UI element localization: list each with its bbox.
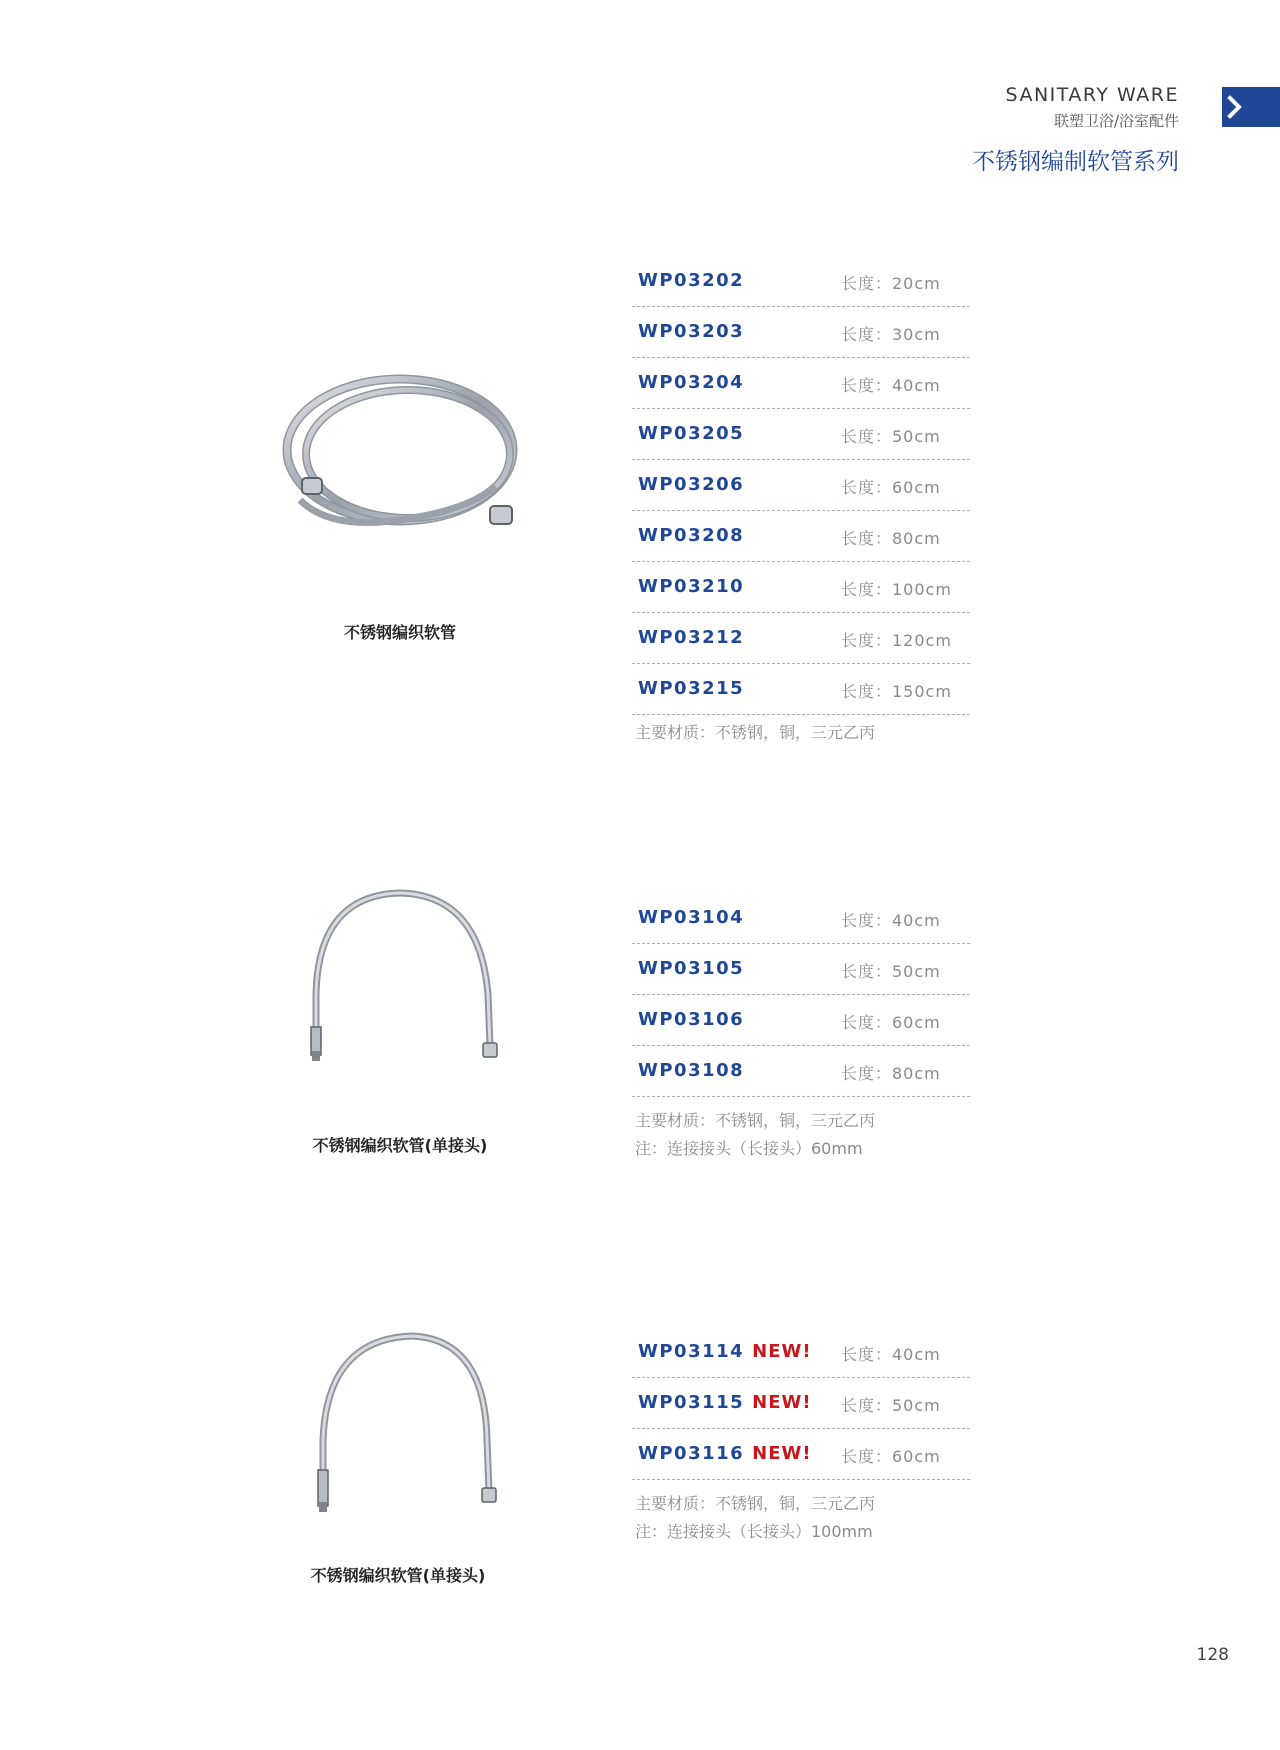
material-note: [635, 1107, 875, 1163]
material-text: 主要材质：不锈钢，铜，三元乙丙: [635, 1494, 876, 1513]
product-length: 长度：60cm: [841, 1013, 941, 1032]
header-title-en: SANITARY WARE: [1005, 84, 1179, 106]
table-row: [632, 1429, 970, 1480]
product-length: 长度：100cm: [841, 580, 952, 599]
product-length: 长度：80cm: [841, 529, 941, 548]
product-code: [638, 1341, 812, 1362]
table-row: [632, 511, 970, 562]
product-length: 长度：40cm: [841, 1345, 941, 1364]
table-row: [632, 613, 970, 664]
table-row: [632, 893, 970, 944]
connector-note: 注：连接接头（长接头）100mm: [635, 1522, 873, 1541]
product-code: [638, 1443, 812, 1464]
product-code: [638, 1392, 812, 1413]
table-row: [632, 409, 970, 460]
new-badge: NEW!: [752, 1443, 812, 1464]
product-code: WP03108: [638, 1060, 745, 1081]
page-number: 128: [1196, 1645, 1229, 1665]
product-length: 长度：20cm: [841, 274, 941, 293]
product-code: WP03208: [638, 525, 745, 546]
material-text: 主要材质：不锈钢，铜，三元乙丙: [635, 723, 876, 742]
product-length: 长度：40cm: [841, 376, 941, 395]
table-row: [632, 256, 970, 307]
table-row: [632, 562, 970, 613]
table-row: [632, 307, 970, 358]
series-title: 不锈钢编制软管系列: [972, 149, 1179, 175]
table-row: [632, 1378, 970, 1429]
next-page-tab[interactable]: [1222, 87, 1280, 127]
material-note: [635, 719, 875, 747]
new-badge: NEW!: [752, 1341, 812, 1362]
product-code-text: WP03115: [638, 1392, 745, 1413]
material-note: [635, 1490, 875, 1546]
product-caption: 不锈钢编织软管: [343, 623, 456, 642]
product-code: WP03203: [638, 321, 745, 342]
spec-list: [632, 256, 970, 715]
spec-list: [632, 893, 970, 1097]
product-code: WP03106: [638, 1009, 745, 1030]
product-code-text: WP03116: [638, 1443, 745, 1464]
table-row: [632, 995, 970, 1046]
chevron-right-icon: [1224, 94, 1246, 120]
product-code-text: WP03114: [638, 1341, 745, 1362]
connector-note: 注：连接接头（长接头）60mm: [635, 1139, 863, 1158]
product-length: 长度：120cm: [841, 631, 952, 650]
product-caption: 不锈钢编织软管(单接头): [310, 1566, 486, 1585]
arched-braided-hose-image: [300, 885, 510, 1070]
material-text: 主要材质：不锈钢，铜，三元乙丙: [635, 1111, 876, 1130]
table-row: [632, 1046, 970, 1097]
table-row: [632, 460, 970, 511]
product-code: WP03104: [638, 907, 745, 928]
product-code: WP03205: [638, 423, 745, 444]
product-length: 长度：50cm: [841, 962, 941, 981]
product-length: 长度：80cm: [841, 1064, 941, 1083]
spec-list: [632, 1327, 970, 1480]
product-code: WP03105: [638, 958, 745, 979]
product-code: WP03204: [638, 372, 745, 393]
table-row: [632, 944, 970, 995]
product-length: 长度：50cm: [841, 1396, 941, 1415]
product-code: WP03206: [638, 474, 745, 495]
product-length: 长度：60cm: [841, 1447, 941, 1466]
product-length: 长度：40cm: [841, 911, 941, 930]
table-row: [632, 358, 970, 409]
product-length: 长度：150cm: [841, 682, 952, 701]
new-badge: NEW!: [752, 1392, 812, 1413]
product-code: WP03212: [638, 627, 745, 648]
product-caption: 不锈钢编织软管(单接头): [312, 1136, 488, 1155]
table-row: [632, 1327, 970, 1378]
product-length: 长度：60cm: [841, 478, 941, 497]
product-code: WP03215: [638, 678, 745, 699]
table-row: [632, 664, 970, 715]
product-length: 长度：50cm: [841, 427, 941, 446]
coiled-braided-hose-image: [270, 370, 540, 550]
header-title-zh: 联塑卫浴/浴室配件: [1053, 112, 1179, 130]
product-code: WP03210: [638, 576, 745, 597]
product-length: 长度：30cm: [841, 325, 941, 344]
arched-braided-hose-image: [305, 1330, 510, 1520]
product-code: WP03202: [638, 270, 745, 291]
